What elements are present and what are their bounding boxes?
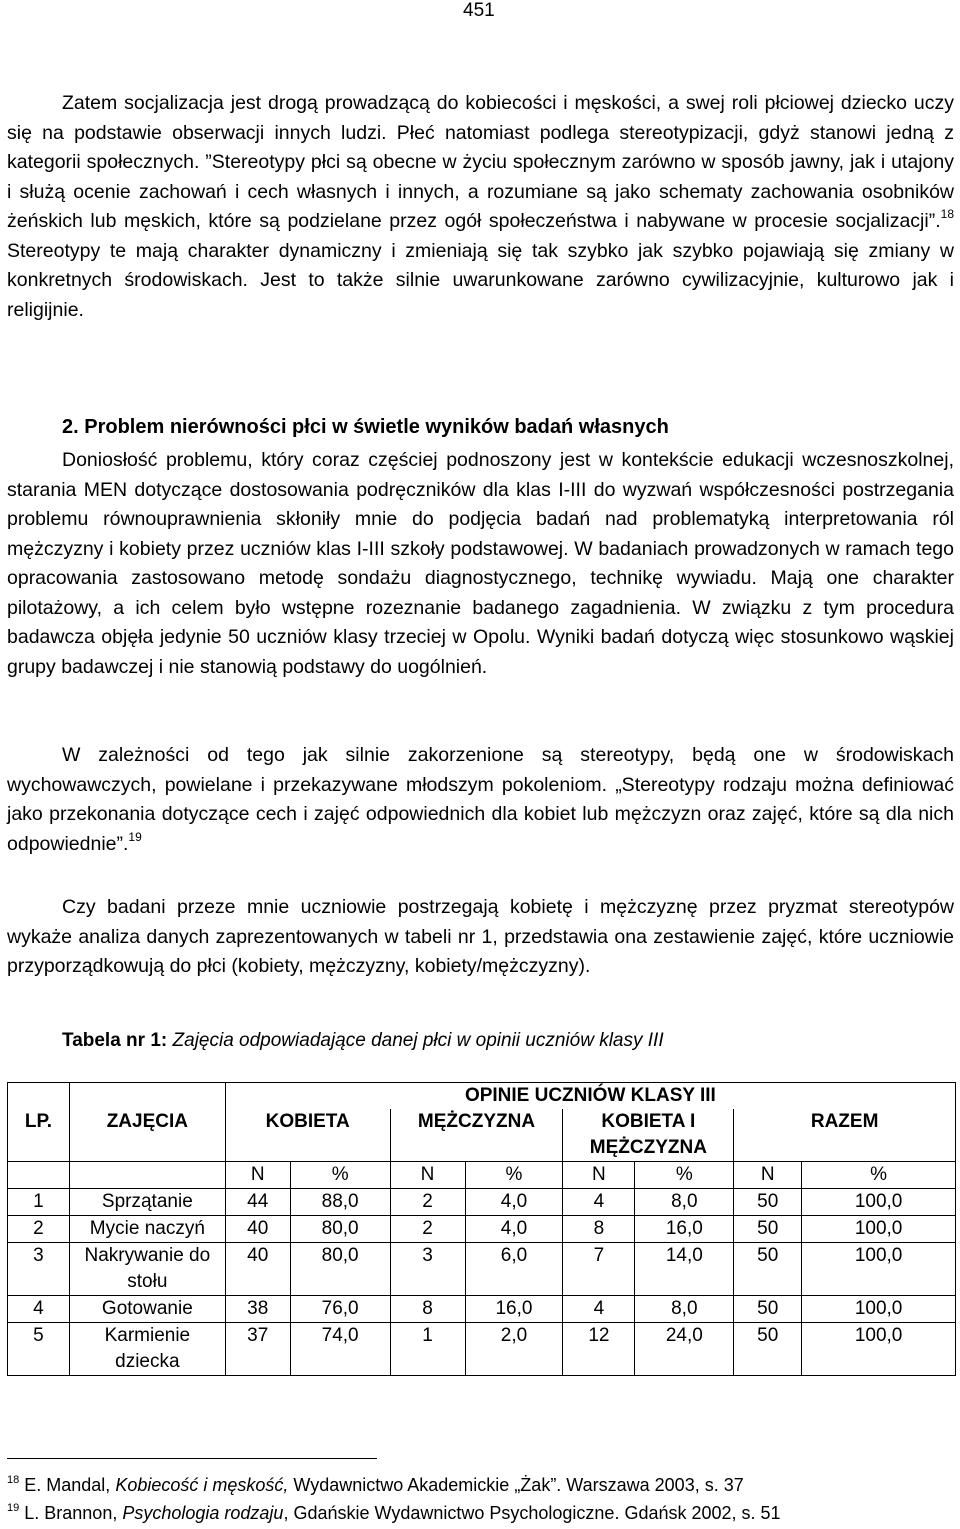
data-table <box>7 1082 956 1376</box>
cell-mezczyzna-n: 2 <box>390 1216 465 1243</box>
table-row <box>8 1296 956 1323</box>
cell-mezczyzna-n: 3 <box>390 1243 465 1296</box>
table-units-row <box>8 1162 956 1189</box>
paragraph-table-intro: Czy badani przeze mnie uczniowie postrzegają kobietę i mężczyznę przez pryzmat stereotypów wykaże analiza danych zaprezentowanych w tabeli nr 1, przedstawia ona zestawienie zajęć, które uczniowie przyporządkowują do płci (kobiety, mężczyzny, kobiety/mężczyzny). <box>7 896 954 977</box>
cell-kobieta-n: 44 <box>225 1189 290 1216</box>
cell-total-pct: 100,0 <box>802 1243 956 1296</box>
footnote-19 <box>7 1502 781 1524</box>
footnote-18 <box>7 1474 744 1496</box>
cell-mezczyzna-n: 1 <box>390 1323 465 1376</box>
cell-both-n: 12 <box>563 1323 635 1376</box>
table-row <box>8 1216 956 1243</box>
cell-kobieta-n: 40 <box>225 1243 290 1296</box>
cell-activity: Sprzątanie <box>69 1189 225 1216</box>
footnote-publisher: , Gdańskie Wydawnictwo Psychologiczne. Gdańsk 2002, s. 51 <box>283 1503 781 1523</box>
cell-total-n: 50 <box>734 1323 802 1376</box>
table-caption-title: Zajęcia odpowiadające danej płci w opinii uczniów klasy III <box>172 1030 664 1051</box>
cell-lp: 3 <box>8 1243 70 1296</box>
table-header-row <box>8 1083 956 1110</box>
cell-mezczyzna-pct: 4,0 <box>465 1216 563 1243</box>
cell-kobieta-n: 37 <box>225 1323 290 1376</box>
unit-percent: % <box>465 1162 563 1189</box>
page-number: 451 <box>463 0 495 21</box>
units-empty-cell <box>69 1162 225 1189</box>
header-kobieta-i-mezczyzna: KOBIETA I MĘŻCZYZNA <box>563 1109 734 1162</box>
cell-kobieta-pct: 80,0 <box>290 1243 390 1296</box>
unit-n: N <box>563 1162 635 1189</box>
cell-lp: 4 <box>8 1296 70 1323</box>
cell-total-n: 50 <box>734 1189 802 1216</box>
footnote-number: 18 <box>7 1474 20 1486</box>
cell-both-pct: 8,0 <box>635 1189 734 1216</box>
cell-total-n: 50 <box>734 1296 802 1323</box>
header-kobieta: KOBIETA <box>225 1109 390 1162</box>
cell-kobieta-pct: 88,0 <box>290 1189 390 1216</box>
cell-both-pct: 16,0 <box>635 1216 734 1243</box>
cell-kobieta-n: 38 <box>225 1296 290 1323</box>
cell-lp: 5 <box>8 1323 70 1376</box>
cell-total-pct: 100,0 <box>802 1296 956 1323</box>
table-row <box>8 1323 956 1376</box>
cell-mezczyzna-pct: 4,0 <box>465 1189 563 1216</box>
cell-activity: Nakrywanie do stołu <box>69 1243 225 1296</box>
cell-mezczyzna-n: 8 <box>390 1296 465 1323</box>
paragraph-stereotypes <box>7 741 954 859</box>
footnote-separator <box>7 1458 377 1459</box>
units-empty-cell <box>8 1162 70 1189</box>
unit-percent: % <box>635 1162 734 1189</box>
unit-n: N <box>225 1162 290 1189</box>
cell-activity: Karmienie dziecka <box>69 1323 225 1376</box>
footnote-author: L. Brannon, <box>24 1503 123 1523</box>
cell-mezczyzna-pct: 16,0 <box>465 1296 563 1323</box>
footnote-title: Kobiecość i męskość, <box>115 1475 289 1495</box>
table-caption <box>62 1030 664 1052</box>
cell-total-n: 50 <box>734 1216 802 1243</box>
cell-total-n: 50 <box>734 1243 802 1296</box>
cell-both-n: 7 <box>563 1243 635 1296</box>
footnote-ref-19[interactable]: 19 <box>128 829 142 844</box>
header-razem: RAZEM <box>734 1109 956 1162</box>
cell-mezczyzna-pct: 6,0 <box>465 1243 563 1296</box>
footnote-number: 19 <box>7 1502 20 1514</box>
cell-both-pct: 8,0 <box>635 1296 734 1323</box>
cell-kobieta-n: 40 <box>225 1216 290 1243</box>
cell-total-pct: 100,0 <box>802 1323 956 1376</box>
cell-both-n: 4 <box>563 1189 635 1216</box>
cell-kobieta-pct: 74,0 <box>290 1323 390 1376</box>
cell-lp: 2 <box>8 1216 70 1243</box>
cell-activity: Mycie naczyń <box>69 1216 225 1243</box>
unit-percent: % <box>802 1162 956 1189</box>
paragraph-socialization <box>7 89 954 325</box>
unit-percent: % <box>290 1162 390 1189</box>
cell-both-pct: 14,0 <box>635 1243 734 1296</box>
cell-kobieta-pct: 76,0 <box>290 1296 390 1323</box>
cell-mezczyzna-n: 2 <box>390 1189 465 1216</box>
cell-total-pct: 100,0 <box>802 1216 956 1243</box>
cell-both-pct: 24,0 <box>635 1323 734 1376</box>
table-row <box>8 1243 956 1296</box>
cell-activity: Gotowanie <box>69 1296 225 1323</box>
cell-both-n: 8 <box>563 1216 635 1243</box>
unit-n: N <box>734 1162 802 1189</box>
unit-n: N <box>390 1162 465 1189</box>
section-heading: 2. Problem nierówności płci w świetle wyników badań własnych <box>62 416 669 438</box>
cell-lp: 1 <box>8 1189 70 1216</box>
footnote-title: Psychologia rodzaju <box>122 1503 284 1523</box>
header-group: OPINIE UCZNIÓW KLASY III <box>225 1083 955 1110</box>
cell-both-n: 4 <box>563 1296 635 1323</box>
paragraph-socialization-text-cont: Stereotypy te mają charakter dynamiczny i zmieniają się tak szybko jak szybko pojawiają się zmiany w konkretnych środowiskach. Jest to także silnie uwarunkowane zarówno cywilizacyjnie, kulturowo jak i religijnie. <box>7 239 954 321</box>
footnote-ref-18[interactable]: 18 <box>940 207 954 221</box>
table-row <box>8 1189 956 1216</box>
table-caption-label: Tabela nr 1: <box>62 1030 168 1051</box>
header-mezczyzna: MĘŻCZYZNA <box>390 1109 563 1162</box>
footnote-author: E. Mandal, <box>24 1475 116 1495</box>
paragraph-stereotypes-text: W zależności od tego jak silnie zakorzenione są stereotypy, będą one w środowiskach wychowawczych, powielane i przekazywane młodszym pokoleniom. „Stereotypy rodzaju można definiować jako przekonania dotyczące cech i zajęć odpowiednich dla kobiet lub mężczyzn oraz zajęć, które są dla nich odpowiednie”. <box>7 744 954 855</box>
header-activity: ZAJĘCIA <box>69 1083 225 1162</box>
paragraph-research-problem: Doniosłość problemu, który coraz częściej podnoszony jest w kontekście edukacji wczesnoszkolnej, starania MEN dotyczące dostosowania podręczników dla klas I-III do wyzwań współczesności postrzegania problemu równouprawnienia skłoniły mnie do podjęcia badań nad problematyką interpretowania ról mężczyzny i kobiety przez uczniów klas I-III szkoły podstawowej. W badaniach prowadzonych w ramach tego opracowania zastosowano metodę sondażu diagnostycznego, technikę wywiadu. Mają one charakter pilotażowy, a ich celem było wstępne rozeznanie badanego zagadnienia. W związku z tym procedura badawcza objęła jedynie 50 uczniów klasy trzeciej w Opolu. Wyniki badań dotyczą więc stosunkowo wąskiej grupy badawczej i nie stanowią podstawy do uogólnień. <box>7 449 954 678</box>
header-lp: LP. <box>8 1083 70 1162</box>
footnote-publisher: Wydawnictwo Akademickie „Żak”. Warszawa 2003, s. 37 <box>288 1475 744 1495</box>
cell-kobieta-pct: 80,0 <box>290 1216 390 1243</box>
cell-total-pct: 100,0 <box>802 1189 956 1216</box>
paragraph-socialization-text: Zatem socjalizacja jest drogą prowadzącą do kobiecości i męskości, a swej roli płciowej dziecko uczy się na podstawie obserwacji innych ludzi. Płeć natomiast podlega stereotypizacji, gdyż stanowi jedną z kategorii społecznych. ”Stereotypy płci są obecne w życiu społecznym zarówno w sposób jawny, jak i utajony i służą ocenie zachowań i cech własnych i innych, a rozumiane są jako schematy zachowania osobników żeńskich lub męskich, które są podzielane przez ogół społeczeństwa i nabywane w procesie socjalizacji”. <box>7 92 954 232</box>
cell-mezczyzna-pct: 2,0 <box>465 1323 563 1376</box>
